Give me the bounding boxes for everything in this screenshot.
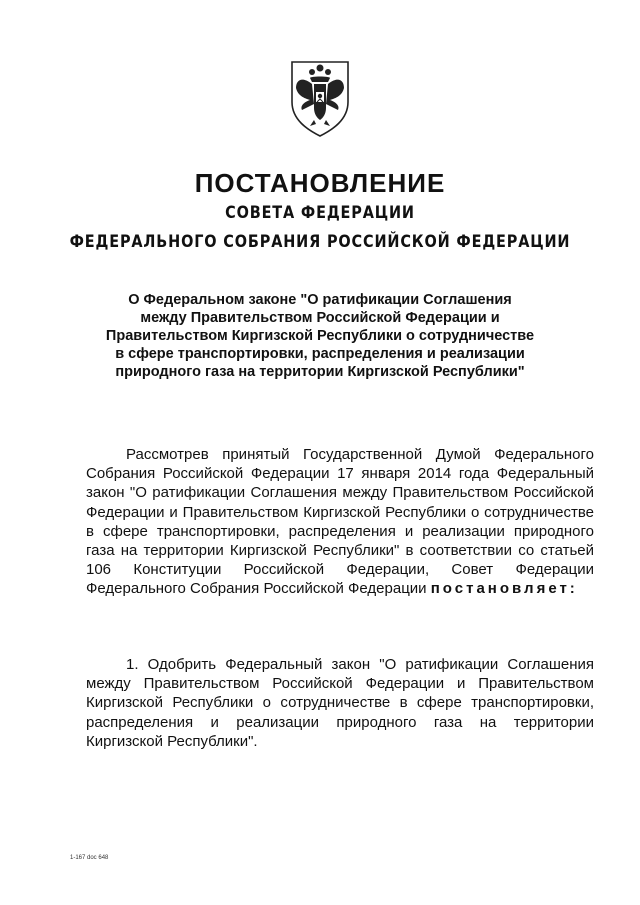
subject-line: между Правительством Российской Федерации и <box>140 310 500 326</box>
subject-line: природного газа на территории Киргизской Республики" <box>115 364 525 380</box>
preamble-paragraph <box>86 445 594 599</box>
subject-line: О Федеральном законе "О ратификации Соглашения <box>128 292 512 308</box>
resolves-keyword: постановляет: <box>430 580 578 598</box>
resolution-item-1 <box>86 655 594 751</box>
resolution-subject <box>96 291 544 381</box>
document-subtitle-assembly: ФЕДЕРАЛЬНОГО СОБРАНИЯ РОССИЙСКОЙ ФЕДЕРАЦИИ <box>69 232 571 252</box>
item-text: 1. Одобрить Федеральный закон "О ратификации Соглашения между Правительством Российской Федерации и Правительством Киргизской Республики о сотрудничестве в сфере транспортировки, распределения и реализации природного газа на территории Киргизской Республики". <box>86 656 594 750</box>
subject-line: Правительством Киргизской Республики о сотрудничестве <box>105 328 535 344</box>
document-title: ПОСТАНОВЛЕНИЕ <box>194 168 446 198</box>
coat-of-arms-icon <box>288 58 352 138</box>
preamble-text: Рассмотрев принятый Государственной Думой Федерального Собрания Российской Федерации 17 января 2014 года Федеральный закон "О ратификации Соглашения между Правительством Российской Федерации и Правительством Киргизской Республики о сотрудничестве в сфере транспортировки, распределения и реализации природного газа на территории Киргизской Республики" в соответствии со статьей 106 Конституции Российской Федерации, Совет Федерации Федерального Собрания Российской Федерации <box>86 446 594 598</box>
subject-line: в сфере транспортировки, распределения и реализации <box>115 346 525 362</box>
document-code: 1-167 doc 648 <box>70 855 109 861</box>
document-subtitle-council: СОВЕТА ФЕДЕРАЦИИ <box>225 203 415 223</box>
